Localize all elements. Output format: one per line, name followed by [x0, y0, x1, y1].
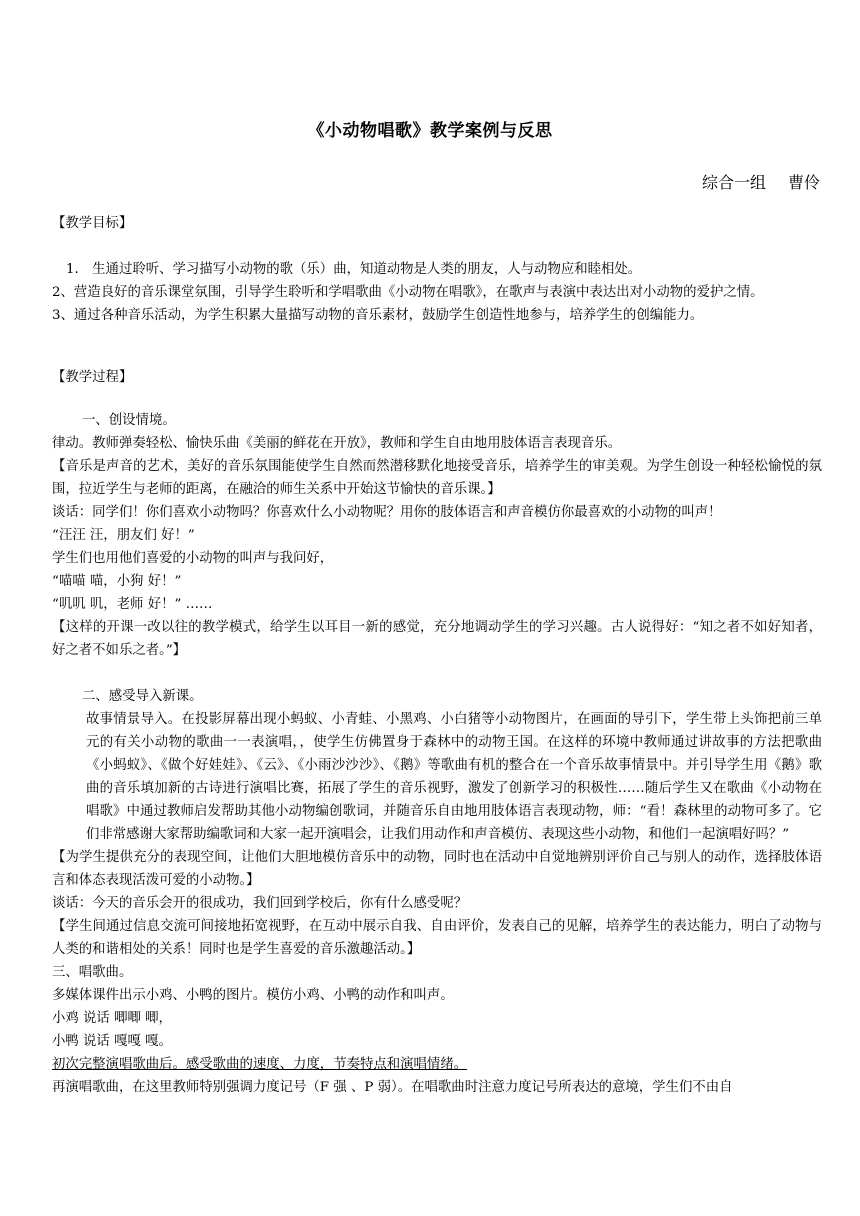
objectives-heading: 【教学目标】 — [52, 216, 133, 231]
objective-item-1: 1. 生通过聆听、学习描写小动物的歌（乐）曲，知道动物是人类的朋友，人与动物应和睦相处。 — [66, 262, 642, 277]
s2-line: 【学生间通过信息交流可间接地拓宽视野，在互动中展示自我、自由评价，发表自己的见解，培养学生的表达能力，明白了动物与人类的和谐相处的关系！同时也是学生喜爱的音乐激趣活动。】 — [52, 919, 822, 957]
s1-line: 律动。教师弹奏轻松、愉快乐曲《美丽的鲜花在开放》，教师和学生自由地用肢体语言表现音乐。 — [52, 436, 622, 451]
objectives-section — [52, 212, 822, 327]
s3-last-line: 再演唱歌曲，在这里教师特别强调力度记号（F 强 、P 弱）。在唱歌曲时注意力度记号所表达的意境，学生们不由自 — [52, 1080, 733, 1095]
section-3-title: 三、唱歌曲。 — [52, 965, 133, 980]
s2-line: 【为学生提供充分的表现空间，让他们大胆地模仿音乐中的动物，同时也在活动中自觉地辨别评价自己与别人的动作，选择肢体语言和体态表现活泼可爱的小动物。】 — [52, 850, 822, 888]
s3-line: 多媒体课件出示小鸡、小鸭的图片。模仿小鸡、小鸭的动作和叫声。 — [52, 988, 454, 1003]
section-2-title: 二、感受导入新课。 — [82, 689, 203, 704]
s3-underlined-line: 初次完整演唱歌曲后。感受歌曲的速度、力度，节奏特点和演唱情绪。 — [52, 1057, 468, 1072]
process-heading: 【教学过程】 — [52, 370, 133, 385]
s1-line: 学生们也用他们喜爱的小动物的叫声与我问好， — [52, 551, 334, 566]
document-title: 《小动物唱歌》教学案例与反思 — [307, 121, 553, 141]
author-name: 曹伶 — [787, 173, 820, 192]
s2-story: 故事情景导入。在投影屏幕出现小蚂蚁、小青蛙、小黑鸡、小白猪等小动物图片，在画面的导引下，学生带上头饰把前三单元的有关小动物的歌曲一一表演唱，，使学生仿佛置身于森林中的动物王国。在这样的环境中教师通过讲故事的方法把歌曲《小蚂蚁》、《做个好娃娃》、《云》、《小雨沙沙沙》、《鹅》等歌曲有机的整合在一个音乐故事情景中。并引导学生用《鹅》歌曲的音乐填加新的古诗进行演唱比赛，拓展了学生的音乐视野，激发了创新学习的积极性……随后学生又在歌曲《小动物在唱歌》中通过教师启发帮助其他小动物编创歌词，并随音乐自由地用肢体语言表现动物，师：“看！森林里的动物可多了。它们非常感谢大家帮助编歌词和大家一起开演唱会，让我们用动作和声音模仿、表现这些小动物，和他们一起演唱好吗？” — [86, 712, 822, 842]
s3-line: 小鸭 说话 嘎嘎 嘎。 — [52, 1034, 172, 1049]
objective-item-2: 2、营造良好的音乐课堂氛围，引导学生聆听和学唱歌曲《小动物在唱歌》，在歌声与表演中表达出对小动物的爱护之情。 — [52, 285, 764, 300]
s1-line: 【这样的开课一改以往的教学模式，给学生以耳目一新的感觉，充分地调动学生的学习兴趣。古人说得好：“知之者不如好知者，好之者不如乐之者。”】 — [52, 620, 822, 658]
s1-line: “叽叽 叽，老师 好！” …… — [52, 597, 213, 612]
objective-item-3: 3、通过各种音乐活动，为学生积累大量描写动物的音乐素材，鼓励学生创造性地参与，培养学生的创编能力。 — [52, 308, 704, 323]
s3-line: 小鸡 说话 唧唧 唧， — [52, 1011, 172, 1026]
s1-line: 【音乐是声音的艺术，美好的音乐氛围能使学生自然而然潜移默化地接受音乐，培养学生的审美观。为学生创设一种轻松愉悦的氛围，拉近学生与老师的距离，在融洽的师生关系中开始这节愉快的音乐课。】 — [52, 459, 822, 497]
s2-line: 谈话：今天的音乐会开的很成功，我们回到学校后，你有什么感受呢？ — [52, 896, 468, 911]
author-line — [702, 170, 820, 193]
section-1-title: 一、创设情境。 — [82, 413, 176, 428]
s1-line: 谈话：同学们！你们喜欢小动物吗？你喜欢什么小动物呢？用你的肢体语言和声音模仿你最喜欢的小动物的叫声！ — [52, 505, 722, 520]
author-group: 综合一组 — [701, 173, 766, 192]
s1-line: “喵喵 喵，小狗 好！” — [52, 574, 182, 589]
s1-line: “汪汪 汪，朋友们 好！” — [52, 528, 195, 543]
process-section — [52, 366, 822, 1099]
